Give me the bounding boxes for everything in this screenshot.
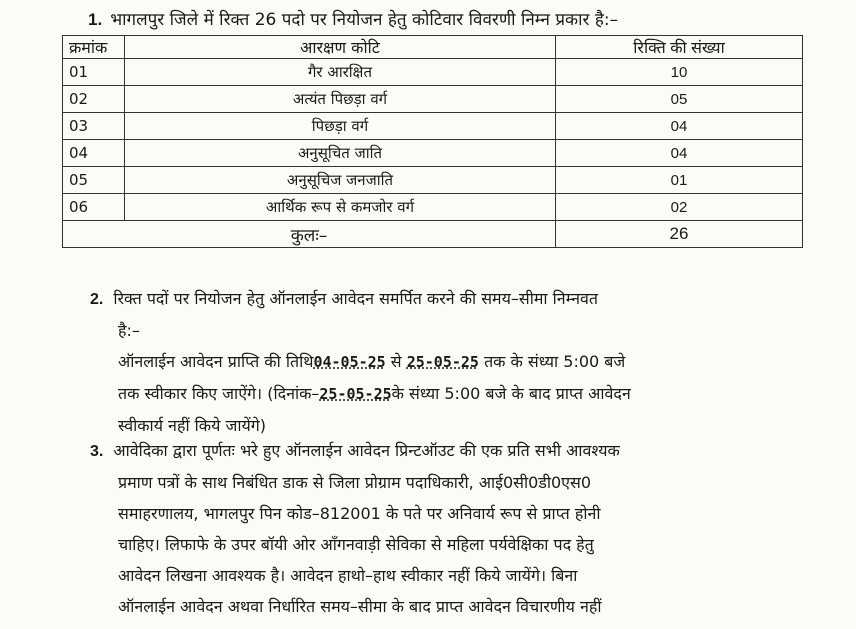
section-2-line <box>90 346 825 378</box>
handwritten-end-date: 25-05-25 <box>406 353 479 371</box>
row-serial: 05 <box>63 167 125 194</box>
row-count: 01 <box>556 167 803 194</box>
section-2-line <box>90 378 825 410</box>
section-1-heading <box>88 7 848 30</box>
section-2-text: के संध्या 5:00 बजे के बाद प्राप्त आवेदन <box>391 384 631 403</box>
section-1-number: 1. <box>88 10 103 29</box>
section-1-title: भागलपुर जिले में रिक्त 26 पदो पर नियोजन हेतु कोटिवार विवरणी निम्न प्रकार है:– <box>110 10 619 30</box>
section-3 <box>90 435 825 622</box>
row-count: 10 <box>556 59 803 86</box>
row-count: 04 <box>556 140 803 167</box>
row-count: 02 <box>556 194 803 221</box>
section-2-text: रिक्त पदों पर नियोजन हेतु ऑनलाईन आवेदन समर्पित करने की समय–सीमा निम्नवत <box>113 289 598 308</box>
row-serial: 03 <box>63 113 125 140</box>
table-row <box>63 59 803 86</box>
section-3-line: समाहरणालय, भागलपुर पिन कोड–812001 के पते पर अनिवार्य रूप से प्राप्त होनी <box>118 504 601 523</box>
section-2-text: से <box>390 352 402 371</box>
section-3-text: आवेदिका द्वारा पूर्णतः भरे हुए ऑनलाईन आवेदन प्रिन्टऑउट की एक प्रति सभी आवश्यक <box>113 441 620 460</box>
handwritten-start-date: 04-05-25 <box>313 353 386 371</box>
row-serial: 02 <box>63 86 125 113</box>
table-row <box>63 194 803 221</box>
section-3-line: आवेदन लिखना आवश्यक है। आवेदन हाथो–हाथ स्वीकार नहीं किये जायेंगे। बिना <box>118 566 578 585</box>
table-row <box>63 167 803 194</box>
handwritten-deadline-date: 25-05-25 <box>319 385 392 403</box>
section-2-text: ऑनलाईन आवेदन प्राप्ति की तिथि <box>118 352 314 371</box>
table-header-row <box>63 36 803 59</box>
row-category: अनुसूचिज जनजाति <box>125 167 556 194</box>
section-2-text: तक के संध्या 5:00 बजे <box>484 352 626 371</box>
section-2-line <box>90 283 825 315</box>
row-serial: 01 <box>63 59 125 86</box>
row-count: 04 <box>556 113 803 140</box>
section-3-line: ऑनलाईन आवेदन अथवा निर्धारित समय–सीमा के बाद प्राप्त आवेदन विचारणीय नहीं <box>118 597 602 616</box>
total-value: 26 <box>556 221 803 248</box>
section-2-number: 2. <box>90 291 104 308</box>
row-category: अत्यंत पिछड़ा वर्ग <box>125 86 556 113</box>
header-serial: क्रमांक <box>63 36 125 59</box>
table-row <box>63 86 803 113</box>
section-2 <box>90 283 825 441</box>
row-category: गैर आरक्षित <box>125 59 556 86</box>
section-3-line: चाहिए। लिफाफे के उपर बॉयी ओर आँगनवाड़ी सेविका से महिला पर्यवेक्षिका पद हेतु <box>118 535 594 554</box>
section-2-text: है:– <box>118 321 140 340</box>
section-2-text: स्वीकार्य नहीं किये जायेंगे) <box>118 416 267 435</box>
header-category: आरक्षण कोटि <box>125 36 556 59</box>
row-category: आर्थिक रूप से कमजोर वर्ग <box>125 194 556 221</box>
row-serial: 04 <box>63 140 125 167</box>
row-serial: 06 <box>63 194 125 221</box>
row-category: पिछड़ा वर्ग <box>125 113 556 140</box>
section-3-line <box>90 435 825 467</box>
section-2-line <box>90 315 825 346</box>
section-3-line: प्रमाण पत्रों के साथ निबंधित डाक से जिला प्रोग्राम पदाधिकारी, आई0सी0डी0एस0 <box>118 473 592 492</box>
table-row <box>63 113 803 140</box>
total-label: कुलः– <box>63 221 556 248</box>
header-vacancy-count: रिक्ति की संख्या <box>556 36 803 59</box>
section-2-text: तक स्वीकार किए जाऐंगे। (दिनांक– <box>118 384 320 403</box>
section-3-number: 3. <box>90 443 104 460</box>
row-category: अनुसूचित जाति <box>125 140 556 167</box>
table-row <box>63 140 803 167</box>
row-count: 05 <box>556 86 803 113</box>
vacancy-table <box>62 35 803 248</box>
table-total-row <box>63 221 803 248</box>
